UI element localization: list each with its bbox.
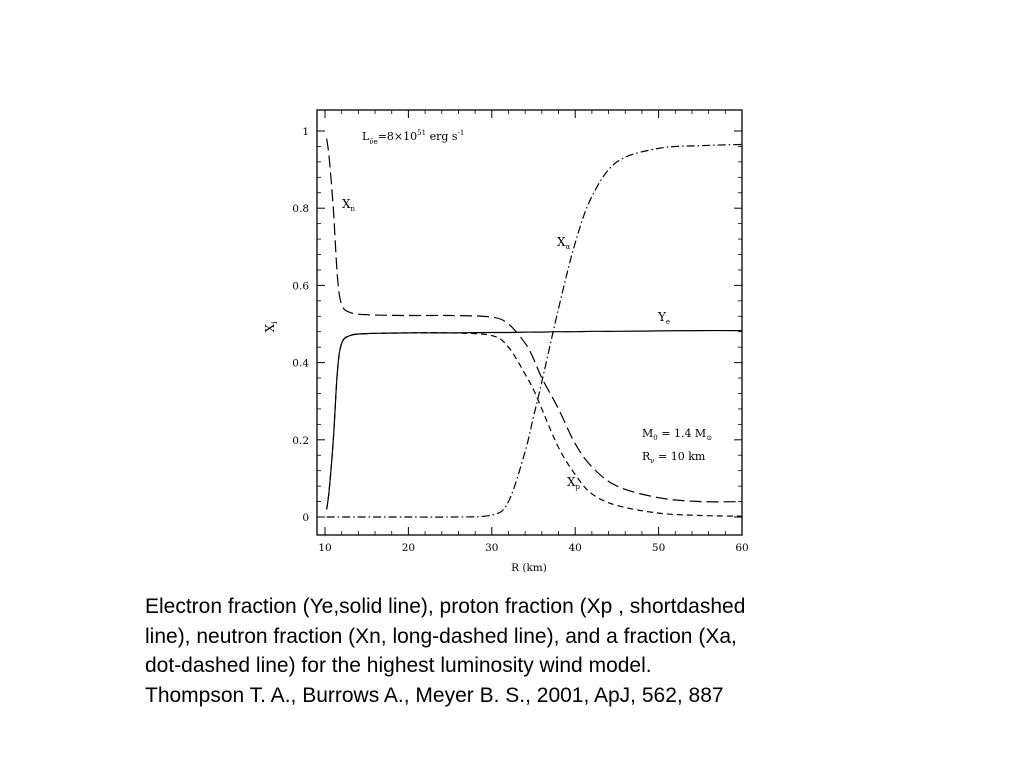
x-axis-label: R (km) (511, 562, 547, 574)
luminosity-annotation: $L_{\nūe}=8\times 10^{51}$ erg $s^{-1}$ (362, 129, 465, 146)
x-tick-label: 10 (318, 542, 332, 554)
x-tick-label: 40 (568, 542, 582, 554)
series-label-xa: $X_\alpha$ (557, 235, 571, 251)
mass-annotation: $M_0 = 1.4$ $M_⊙$ (642, 427, 713, 442)
caption-line: line), neutron fraction (Xn, long-dashed line), and a fraction (Xa, (145, 624, 737, 648)
y-axis-label: $X_i$ (263, 321, 279, 333)
y-tick-label: 0.4 (292, 357, 309, 370)
y-tick-label: 0.8 (292, 203, 309, 216)
series-label-ye: $Y_e$ (658, 310, 671, 326)
series-line-xn (327, 139, 742, 502)
caption-line: dot-dashed line) for the highest luminosity wind model. (145, 654, 652, 677)
y-tick-label: 0 (302, 512, 309, 524)
plot-frame (317, 110, 742, 535)
x-tick-label: 30 (485, 542, 499, 554)
caption-line: Electron fraction (Ye,solid line), proton fraction (Xp , shortdashed (145, 595, 746, 618)
series-line-ye (327, 331, 742, 510)
axis-ticks (317, 110, 742, 535)
radius-annotation: $R_\nu = 10$ km (642, 450, 706, 465)
y-tick-label: 0.2 (292, 434, 309, 447)
x-tick-label: 50 (651, 542, 666, 554)
x-tick-label: 60 (735, 542, 749, 554)
series-label-xn: $X_n$ (342, 197, 356, 213)
axis-tick-labels (292, 126, 748, 554)
y-tick-label: 1 (302, 126, 309, 138)
y-tick-label: 0.6 (292, 280, 309, 293)
series-label-xp: $X_p$ (567, 475, 581, 491)
x-tick-label: 20 (401, 542, 416, 554)
caption-line: Thompson T. A., Burrows A., Meyer B. S., 2001, ApJ, 562, 887 (145, 683, 724, 707)
figure-caption (145, 592, 905, 710)
